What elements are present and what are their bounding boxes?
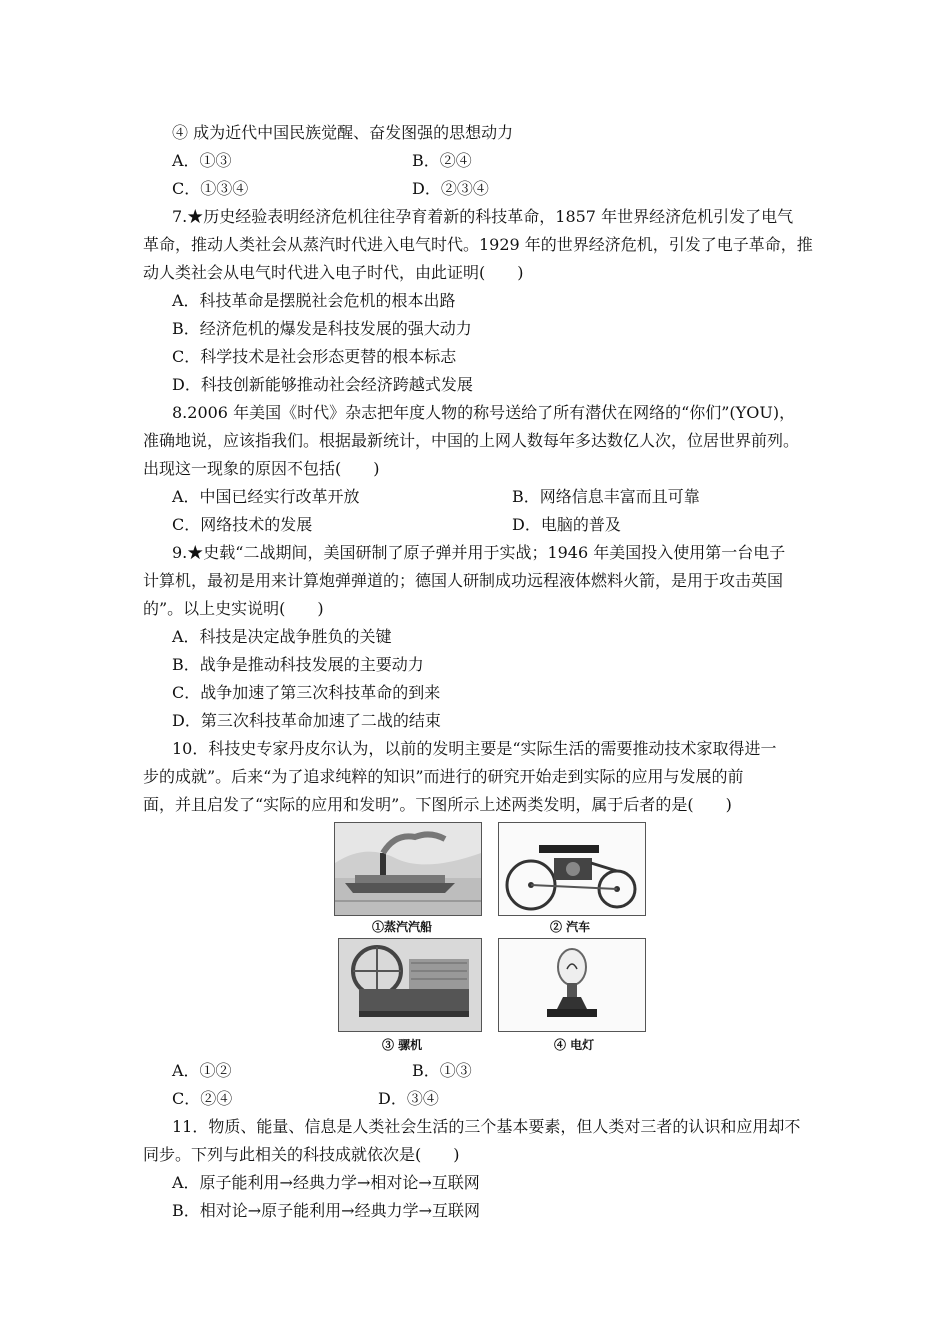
q8-stem-line-2: 准确地说，应该指我们。根据最新统计，中国的上网人数每年多达数亿人次，位居世界前列。 — [143, 431, 800, 450]
q6-option-d: D．②③④ — [412, 179, 489, 198]
q8-stem-line-1: 8.2006 年美国《时代》杂志把年度人物的称号送给了所有潜伏在网络的“你们”(YOU)， — [172, 403, 796, 422]
steamboat-image — [334, 822, 482, 916]
caption-car: ② 汽车 — [550, 920, 591, 934]
q6-option-c: C．①③④ — [172, 179, 249, 198]
q8-stem-line-3: 出现这一现象的原因不包括( ) — [143, 459, 380, 478]
q9-stem-line-2: 计算机，最初是用来计算炮弹弹道的；德国人研制成功远程液体燃料火箭，是用于攻击英国 — [143, 571, 784, 590]
q7-option-c: C．科学技术是社会形态更替的根本标志 — [172, 347, 457, 366]
caption-steamboat: ①蒸汽汽船 — [372, 920, 433, 934]
q9-option-c: C．战争加速了第三次科技革命的到来 — [172, 683, 441, 702]
caption-mule: ③ 骡机 — [382, 1038, 423, 1052]
q11-option-a: A．原子能利用→经典力学→相对论→互联网 — [172, 1173, 480, 1192]
spinning-mule-image — [338, 938, 482, 1032]
q8-option-a: A．中国已经实行改革开放 — [172, 487, 360, 506]
q7-option-a: A．科技革命是摆脱社会危机的根本出路 — [172, 291, 456, 310]
q8-option-b: B．网络信息丰富而且可靠 — [512, 487, 700, 506]
q11-option-b: B．相对论→原子能利用→经典力学→互联网 — [172, 1201, 480, 1220]
q7-option-d: D．科技创新能够推动社会经济跨越式发展 — [172, 375, 473, 394]
q10-stem-line-1: 10．科技史专家丹皮尔认为，以前的发明主要是“实际生活的需要推动技术家取得进一 — [172, 739, 777, 758]
q6-item-4: ④ 成为近代中国民族觉醒、奋发图强的思想动力 — [172, 123, 514, 142]
q9-option-a: A．科技是决定战争胜负的关键 — [172, 627, 392, 646]
q7-stem-line-1: 7.★历史经验表明经济危机往往孕育着新的科技革命，1857 年世界经济危机引发了电气 — [172, 207, 794, 226]
q7-option-b: B．经济危机的爆发是科技发展的强大动力 — [172, 319, 472, 338]
q6-option-b: B．②④ — [412, 151, 472, 170]
q9-stem-line-3: 的”。以上史实说明( ) — [143, 599, 324, 618]
caption-bulb: ④ 电灯 — [554, 1038, 595, 1052]
q10-stem-line-3: 面，并且启发了“实际的应用和发明”。下图所示上述两类发明，属于后者的是( ) — [143, 795, 732, 814]
q10-option-b: B．①③ — [412, 1061, 472, 1080]
q10-stem-line-2: 步的成就”。后来“为了追求纯粹的知识”而进行的研究开始走到实际的应用与发展的前 — [143, 767, 744, 786]
q9-option-b: B．战争是推动科技发展的主要动力 — [172, 655, 424, 674]
q9-stem-line-1: 9.★史载“二战期间，美国研制了原子弹并用于实战；1946 年美国投入使用第一台电子 — [172, 543, 786, 562]
light-bulb-image — [498, 938, 646, 1032]
q10-option-c: C．②④ — [172, 1089, 233, 1108]
q6-option-a: A．①③ — [172, 151, 232, 170]
q11-stem-line-1: 11．物质、能量、信息是人类社会生活的三个基本要素，但人类对三者的认识和应用却不 — [172, 1117, 801, 1136]
q8-option-d: D．电脑的普及 — [512, 515, 621, 534]
car-image — [498, 822, 646, 916]
q7-stem-line-2: 革命，推动人类社会从蒸汽时代进入电气时代。1929 年的世界经济危机，引发了电子革命，推 — [143, 235, 813, 254]
q11-stem-line-2: 同步。下列与此相关的科技成就依次是( ) — [143, 1145, 460, 1164]
q9-option-d: D．第三次科技革命加速了二战的结束 — [172, 711, 441, 730]
q7-stem-line-3: 动人类社会从电气时代进入电子时代，由此证明( ) — [143, 263, 524, 282]
q10-option-d: D．③④ — [378, 1089, 439, 1108]
q10-option-a: A．①② — [172, 1061, 232, 1080]
q8-option-c: C．网络技术的发展 — [172, 515, 313, 534]
